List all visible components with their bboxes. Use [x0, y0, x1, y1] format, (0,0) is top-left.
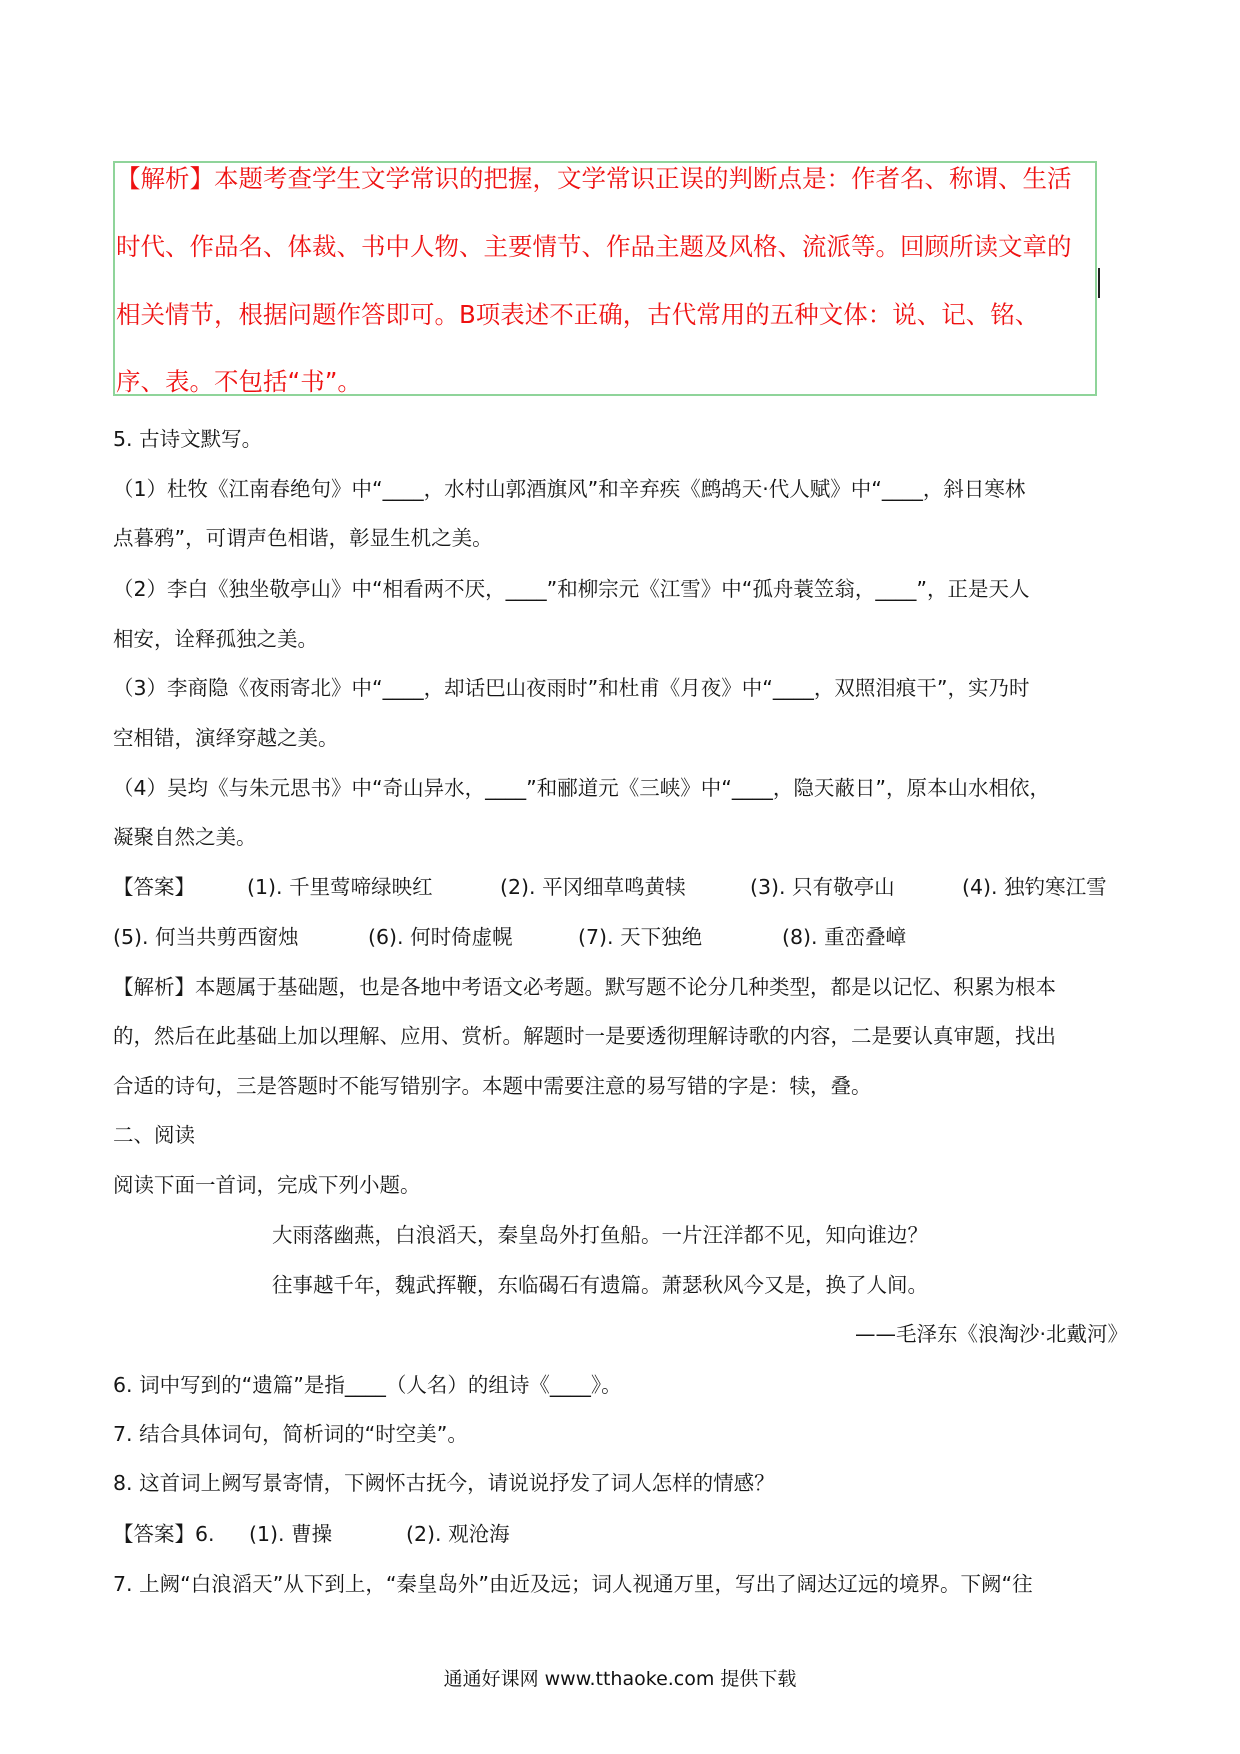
- answer-item: (7). 天下独绝: [578, 925, 703, 949]
- answer-7-text: 7. 上阙“白浪滔天”从下到上，“秦皇岛外”由近及远；词人视通万里，写出了阔达辽远的境界。下阙“往: [113, 1572, 1033, 1596]
- answer-label: 【答案】: [113, 875, 195, 899]
- question-5-item: 点暮鸦”，可谓声色相谐，彰显生机之美。: [113, 526, 493, 550]
- answer-label: 【答案】6.: [113, 1522, 215, 1546]
- analysis-text: 【解析】本题属于基础题，也是各地中考语文必考题。默写题不论分几种类型，都是以记忆、积累为根本: [113, 975, 1056, 999]
- question-5-item: 相安，诠释孤独之美。: [113, 627, 318, 651]
- question-5-item: （3）李商隐《夜雨寄北》中“____，却话巴山夜雨时”和杜甫《月夜》中“____，双照泪痕干”，实乃时: [113, 676, 1030, 700]
- answer-item: (3). 只有敬亭山: [750, 875, 895, 899]
- question-5-item: 凝聚自然之美。: [113, 825, 257, 849]
- question-8: 8. 这首词上阙写景寄情，下阙怀古抚今，请说说抒发了词人怎样的情感？: [113, 1471, 775, 1495]
- poem-line: 往事越千年，魏武挥鞭，东临碣石有遗篇。萧瑟秋风今又是，换了人间。: [272, 1273, 928, 1297]
- poem-line: 大雨落幽燕，白浪滔天，秦皇岛外打鱼船。一片汪洋都不见，知向谁边？: [272, 1223, 928, 1247]
- answer-item: (8). 重峦叠嶂: [782, 925, 907, 949]
- text-cursor: [1098, 268, 1100, 298]
- answer-item: (5). 何当共剪西窗烛: [113, 925, 299, 949]
- analysis-text: 合适的诗句，三是答题时不能写错别字。本题中需要注意的易写错的字是：犊，叠。: [113, 1074, 872, 1098]
- answer-item: (1). 千里莺啼绿映红: [247, 875, 433, 899]
- question-6: 6. 词中写到的“遗篇”是指____（人名）的组诗《____》。: [113, 1373, 622, 1397]
- analysis-line: 相关情节，根据问题作答即可。B项表述不正确，古代常用的五种文体：说、记、铭、: [116, 300, 1040, 329]
- analysis-line: 时代、作品名、体裁、书中人物、主要情节、作品主题及风格、流派等。回顾所读文章的: [116, 232, 1072, 261]
- answer-item: (4). 独钓寒江雪: [962, 875, 1107, 899]
- question-5-item: （4）吴均《与朱元思书》中“奇山异水，____”和郦道元《三峡》中“____，隐天蔽日”，原本山水相依，: [113, 776, 1051, 800]
- answer-item: (6). 何时倚虚幌: [368, 925, 513, 949]
- footer-credit: 通通好课网 www.tthaoke.com 提供下载: [443, 1668, 797, 1690]
- answer-item: (2). 观沧海: [406, 1522, 510, 1546]
- question-5-item: 空相错，演绎穿越之美。: [113, 726, 339, 750]
- section-heading: 二、阅读: [113, 1123, 195, 1147]
- answer-item: (1). 曹操: [249, 1522, 333, 1546]
- answer-item: (2). 平冈细草鸣黄犊: [500, 875, 686, 899]
- analysis-line: 【解析】本题考查学生文学常识的把握，文学常识正误的判断点是：作者名、称谓、生活: [116, 164, 1072, 193]
- poem-attribution: ——毛泽东《浪淘沙·北戴河》: [854, 1322, 1128, 1346]
- analysis-text: 的，然后在此基础上加以理解、应用、赏析。解题时一是要透彻理解诗歌的内容，二是要认真审题，找出: [113, 1024, 1056, 1048]
- question-5-item: （1）杜牧《江南春绝句》中“____，水村山郭酒旗风”和辛弃疾《鹧鸪天·代人赋》中“____，斜日寒林: [113, 477, 1026, 501]
- reading-intro: 阅读下面一首词，完成下列小题。: [113, 1173, 421, 1197]
- question-7: 7. 结合具体词句，简析词的“时空美”。: [113, 1422, 468, 1446]
- question-5-title: 5. 古诗文默写。: [113, 427, 263, 451]
- question-5-item: （2）李白《独坐敬亭山》中“相看两不厌，____”和柳宗元《江雪》中“孤舟蓑笠翁，____”，正是天人: [113, 577, 1030, 601]
- analysis-line: 序、表。不包括“书”。: [116, 367, 362, 396]
